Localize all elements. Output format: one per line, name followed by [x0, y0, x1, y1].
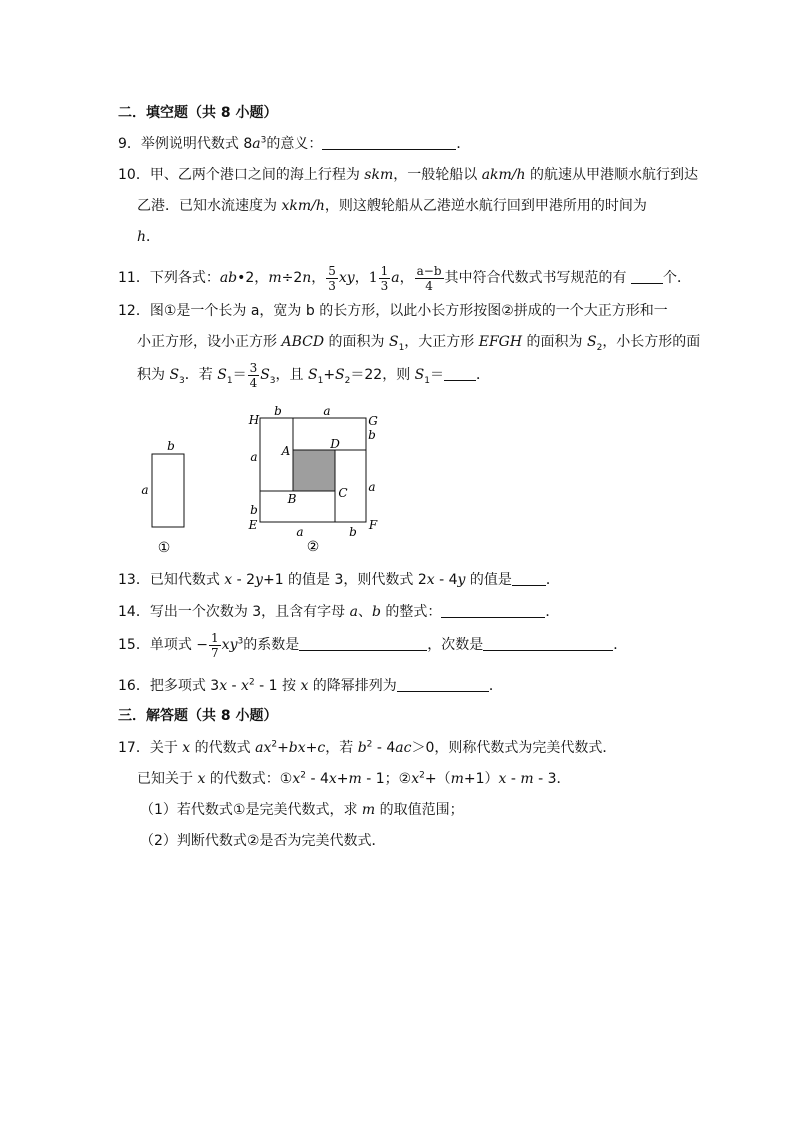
question-11: 11．下列各式：ab•2，m÷2n， $\frac{5}{3}$ xy， 1 $\frac{1}{3}$ a， $\frac{a-b}{4}$ 其中符合代数式书写规范的有 个．: [118, 261, 691, 295]
vertex-C: C: [338, 486, 348, 500]
question-16: 16．把多项式 $3x - x^2 - 1$ 按 x 的降幂排列为 ．: [118, 677, 503, 694]
question-9: 9．举例说明代数式 $8a^3$的意义： ．: [118, 135, 471, 152]
figure-1-rectangle: [135, 435, 205, 560]
label-a: a: [141, 483, 149, 497]
q16-number: 16．: [118, 678, 150, 694]
vertex-G: G: [368, 414, 378, 428]
q10-number: 10．: [118, 167, 150, 183]
section-heading-solve: 三．解答题（共 8 小题）: [118, 708, 278, 724]
q11-number: 11．: [118, 270, 150, 286]
q13-number: 13．: [118, 572, 150, 588]
question-13: 13．已知代数式 x - 2y+1 的值是 3，则代数式 2x - 4y 的值是 ．: [118, 572, 560, 588]
label-bottom-b: b: [349, 525, 357, 539]
question-17-part-1: （1）若代数式①是完美代数式，求 m 的取值范围；: [140, 802, 464, 818]
question-14: 14．写出一个次数为 3，且含有字母 a、b 的整式： ．: [118, 604, 560, 620]
fraction-a-minus-b-over-4: $\frac{a-b}{4}$: [416, 263, 442, 293]
question-10-line-1: 10．甲、乙两个港口之间的海上行程为 skm，一般轮船以 akm/h 的航速从甲港顺水航行到达: [118, 167, 698, 183]
q14-number: 14．: [118, 604, 150, 620]
small-square-abcd: [293, 450, 335, 491]
mixed-number: 1 $\frac{1}{3}$: [368, 263, 389, 293]
figure-2-square-diagram: [240, 404, 390, 558]
vertex-B: B: [287, 492, 297, 506]
section-heading-fill-in: 二．填空题（共 8 小题）: [118, 105, 278, 121]
answer-blank[interactable]: [631, 269, 663, 284]
question-12-line-1: 12．图①是一个长为 a，宽为 b 的长方形，以此小长方形按图②拼成的一个大正方形和一: [118, 303, 668, 319]
answer-blank[interactable]: [441, 603, 545, 618]
negative-fraction: − $\frac{1}{7}$: [196, 630, 219, 660]
vertex-F: F: [368, 518, 378, 532]
answer-blank-coefficient[interactable]: [299, 636, 427, 651]
vertex-E: E: [248, 518, 258, 532]
q17-number: 17．: [118, 740, 150, 756]
answer-blank[interactable]: [512, 571, 546, 586]
question-15: 15．单项式 − $\frac{1}{7}$ $xy^3$的系数是 ，次数是 ．: [118, 628, 627, 662]
label-top-b: b: [274, 404, 282, 418]
question-17-line-2: 已知关于 x 的代数式：$①x^2 - 4x+m - 1$；$②x^2+(m+1)x - m - 3$．: [137, 770, 571, 787]
figure-2-caption: ②: [306, 539, 320, 555]
answer-blank[interactable]: [444, 366, 476, 381]
answer-blank[interactable]: [397, 677, 489, 692]
vertex-D: D: [330, 437, 340, 451]
q12-number: 12．: [118, 303, 150, 319]
q15-number: 15．: [118, 637, 150, 653]
fraction-3-4: $\frac{3}{4}$: [249, 360, 258, 390]
question-10-line-3: h．: [137, 229, 161, 245]
question-17-line-1: 17．关于 x 的代数式 $ax^2+bx+c$，若 $b^2 - 4ac>0$，则称代数式为完美代数式．: [118, 739, 617, 756]
answer-blank[interactable]: [322, 135, 456, 150]
vertex-A: A: [281, 444, 291, 458]
small-rectangle: [152, 454, 184, 527]
label-top-a: a: [323, 404, 331, 418]
label-left-a: a: [250, 450, 258, 464]
question-12-line-3: 积为 $S_3$．若 $S_1=$ $\frac{3}{4}$ $S_3$，且 $S_1+S_2=22$，则 $S_1=$ ．: [137, 360, 490, 390]
label-bottom-a: a: [296, 525, 304, 539]
label-b: b: [167, 439, 175, 453]
label-left-b: b: [250, 503, 258, 517]
question-12-line-2: 小正方形，设小正方形 ABCD 的面积为 $S_1$，大正方形 EFGH 的面积为 $S_2$，小长方形的面: [137, 334, 701, 353]
label-right-a: a: [368, 480, 376, 494]
answer-blank-degree[interactable]: [483, 636, 613, 651]
label-right-b: b: [368, 428, 376, 442]
question-17-part-2: （2）判断代数式②是否为完美代数式．: [140, 833, 386, 849]
fraction-5-3: $\frac{5}{3}$: [328, 263, 336, 293]
q9-number: 9．: [118, 136, 141, 152]
figure-1-caption: ①: [157, 540, 171, 556]
question-10-line-2: 乙港．已知水流速度为 xkm/h，则这艘轮船从乙港逆水航行回到甲港所用的时间为: [137, 198, 647, 214]
vertex-H: H: [248, 413, 260, 427]
